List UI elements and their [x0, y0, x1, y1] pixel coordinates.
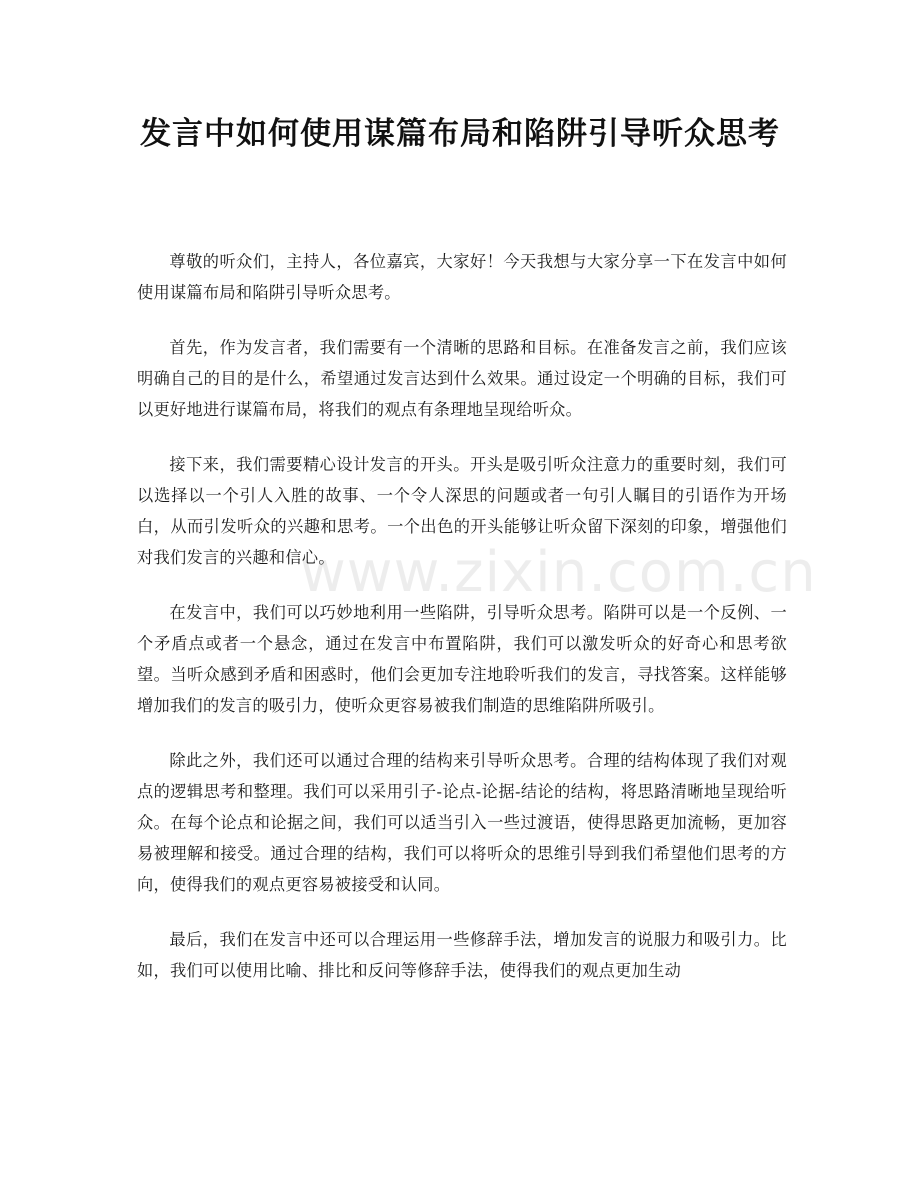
paragraph-1: 尊敬的听众们，主持人，各位嘉宾，大家好！今天我想与大家分享一下在发言中如何使用谋篇布局和陷阱引导听众思考。 — [137, 252, 787, 302]
watermark: www.zixin.com.cn — [300, 540, 817, 605]
paragraph-3: 接下来，我们需要精心设计发言的开头。开头是吸引听众注意力的重要时刻，我们可以选择以一个引人入胜的故事、一个令人深思的问题或者一句引人瞩目的引语作为开场白，从而引发听众的兴趣和思考。一个出色的开头能够让听众留下深刻的印象，增强他们对我们发言的兴趣和信心。 — [137, 455, 787, 567]
paragraph-5: 除此之外，我们还可以通过合理的结构来引导听众思考。合理的结构体现了我们对观点的逻辑思考和整理。我们可以采用引子-论点-论据-结论的结构，将思路清晰地呈现给听众。在每个论点和论据之间，我们可以适当引入一些过渡语，使得思路更加流畅，更加容易被理解和接受。通过合理的结构，我们可以将听众的思维引导到我们希望他们思考的方向，使得我们的观点更容易被接受和认同。 — [137, 751, 787, 894]
paragraph-2: 首先，作为发言者，我们需要有一个清晰的思路和目标。在准备发言之前，我们应该明确自己的目的是什么，希望通过发言达到什么效果。通过设定一个明确的目标，我们可以更好地进行谋篇布局，将我们的观点有条理地呈现给听众。 — [137, 338, 787, 419]
paragraph-6: 最后，我们在发言中还可以合理运用一些修辞手法，增加发言的说服力和吸引力。比如，我们可以使用比喻、排比和反问等修辞手法，使得我们的观点更加生动 — [137, 930, 787, 980]
document-title: 发言中如何使用谋篇布局和陷阱引导听众思考 — [140, 116, 780, 152]
document-body — [137, 246, 787, 1010]
paragraph-4: 在发言中，我们可以巧妙地利用一些陷阱，引导听众思考。陷阱可以是一个反例、一个矛盾点或者一个悬念，通过在发言中布置陷阱，我们可以激发听众的好奇心和思考欲望。当听众感到矛盾和困惑时，他们会更加专注地聆听我们的发言，寻找答案。这样能够增加我们的发言的吸引力，使听众更容易被我们制造的思维陷阱所吸引。 — [137, 603, 787, 715]
